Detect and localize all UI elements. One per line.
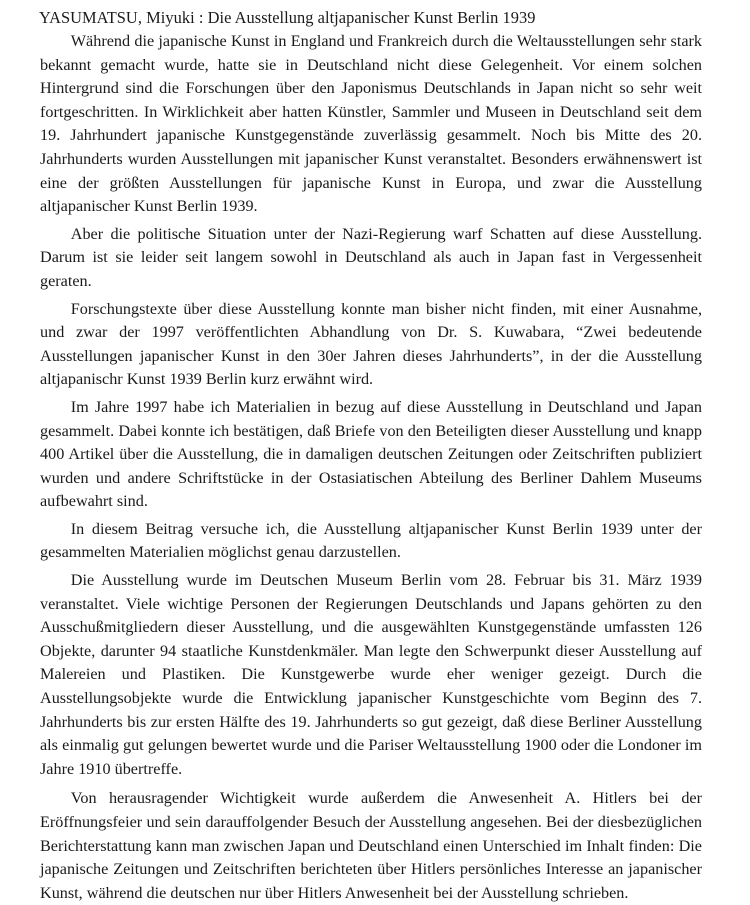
paragraph: In diesem Beitrag versuche ich, die Ausstellung altjapanischer Kunst Berlin 1939 unter der gesammelten Materialien möglichst genau darzustellen. bbox=[40, 519, 702, 562]
paragraph: Im Jahre 1997 habe ich Materialien in bezug auf diese Ausstellung in Deutschland und Japan gesammelt. Dabei konnte ich bestätigen, daß Briefe von den Beteiligten dieser Ausstellung und knapp 400 Artikel über die Ausstellung, die in damaligen deutschen Zeitungen oder Zeitschriften publiziert wurden und andere Schriftstücke in der Ostasiatischen Abteilung des Berliner Dahlem Museums aufbewahrt sind. bbox=[40, 397, 702, 511]
paragraph: Während die japanische Kunst in England und Frankreich durch die Weltausstellungen sehr stark bekannt gemacht wurde, hatte sie in Deutschland nicht diese Gelegenheit. Vor einem solchen Hintergrund sind die Forschungen über den Japonismus Deutschlands in Japan nicht so sehr weit fortgeschritten. In Wirklichkeit aber hatten Künstler, Sammler und Museen in Deutschland seit dem 19. Jahrhundert japanische Kunstgegenstände zuverlässig gesammelt. Noch bis Mitte des 20. Jahrhunderts wurden Ausstellungen mit japanischer Kunst veranstaltet. Besonders erwähnenswert ist eine der größten Ausstellungen für japanische Kunst in Europa, und zwar die Ausstellung altjapanischer Kunst Berlin 1939. bbox=[40, 32, 702, 216]
paragraph: Die Ausstellung wurde im Deutschen Museum Berlin vom 28. Februar bis 31. März 1939 veranstaltet. Viele wichtige Personen der Regierungen Deutschlands und Japans gehörten zu den Ausschußmitgliedern dieser Ausstellung, und die ausgewählten Kunstgegenstände umfassten 126 Objekte, darunter 94 staatliche Kunstdenkmäler. Man legte den Schwerpunkt dieser Ausstellung auf Malereien und Plastiken. Die Kunstgewerbe wurde eher weniger gezeigt. Durch die Ausstellungsobjekte wurde die Entwicklung japanischer Kunstgeschichte vom Beginn des 7. Jahrhunderts bis zur ersten Hälfte des 19. Jahrhunderts so gut gezeigt, daß diese Berliner Ausstellung als einmalig gut gelungen bewertet wurde und die Pariser Weltausstellung 1900 oder die Londoner im Jahre 1910 übertreffe. bbox=[40, 571, 702, 778]
article-title: YASUMATSU, Miyuki : Die Ausstellung altjapanischer Kunst Berlin 1939 bbox=[39, 8, 536, 27]
article-body bbox=[40, 30, 702, 905]
paragraph: Aber die politische Situation unter der Nazi-Regierung warf Schatten auf diese Ausstellung. Darum ist sie leider seit langem sowohl in Deutschland als auch in Japan fast in Vergessenheit geraten. bbox=[40, 224, 702, 290]
paragraph: Forschungstexte über diese Ausstellung konnte man bisher nicht finden, mit einer Ausnahme, und zwar der 1997 veröffentlichten Abhandlung von Dr. S. Kuwabara, “Zwei bedeutende Ausstellungen japanischer Kunst in den 30er Jahren dieses Jahrhunderts”, in der die Ausstellung altjapanischr Kunst 1939 Berlin kurz erwähnt wird. bbox=[40, 299, 702, 389]
paragraph: Von herausragender Wichtigkeit wurde außerdem die Anwesenheit A. Hitlers bei der Eröffnungsfeier und sein darauffolgender Besuch der Ausstellung angesehen. Bei der diesbezüglichen Berichterstattung kann man zwischen Japan und Deutschland einen Unterschied im Inhalt finden: Die japanische Zeitungen und Zeitschriften berichteten über Hitlers persönliches Interesse an japanischer Kunst, während die deutschen nur über Hitlers Anwesenheit bei der Ausstellung schrieben. bbox=[40, 789, 702, 902]
